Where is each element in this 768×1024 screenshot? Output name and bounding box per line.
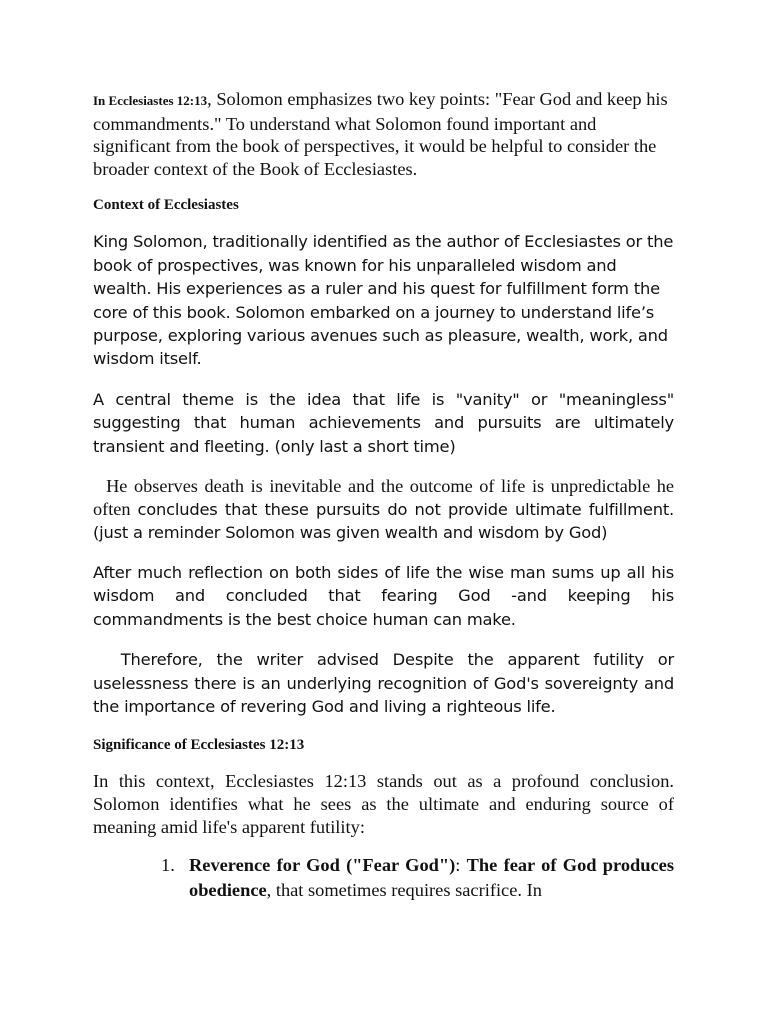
list-item-rest: , that sometimes requires sacrifice. In — [266, 879, 542, 900]
list-item-bold-phrase: The fear of God produces obedience — [189, 855, 674, 900]
list-item — [161, 853, 674, 902]
paragraph-central-theme: A central theme is the idea that life is "vanity" or "meaningless" suggesting that human achievements and pursuits are ultimately transient and fleeting. (only last a short time) — [93, 389, 674, 456]
death-serif-part: He observes death is inevitable and the outcome of life is unpredictable he often — [93, 476, 679, 520]
paragraph-reflection: After much reflection on both sides of life the wise man sums up all his wisdom and concluded that fearing God -and keeping his commandments is the best choice human can make. — [93, 563, 674, 629]
list-item-colon: : — [455, 855, 467, 876]
paragraph-context: In this context, Ecclesiastes 12:13 stands out as a profound conclusion. Solomon identifies what he sees as the ultimate and enduring source of meaning amid life's apparent futility: — [93, 771, 674, 837]
paragraph-king-solomon: King Solomon, traditionally identified as the author of Ecclesiastes or the book of prospectives, was known for his unparalleled wisdom and wealth. His experiences as a ruler and his quest for fulfillment form the core of this book. Solomon embarked on a journey to understand life’s purpose, exploring various avenues such as pleasure, wealth, work, and wisdom itself. — [93, 232, 674, 369]
intro-comma: , — [207, 89, 212, 109]
intro-paragraph — [93, 88, 674, 180]
paragraph-therefore: Therefore, the writer advised Despite the apparent futility or uselessness there is an underlying recognition of God's sovereignty and the importance of revering God and living a righteous life. — [93, 650, 679, 717]
heading-context: Context of Ecclesiastes — [93, 197, 239, 214]
document-page — [93, 88, 679, 902]
list-item-title: Reverence for God ("Fear God") — [189, 855, 456, 876]
paragraph-observes-death — [93, 475, 679, 544]
heading-significance: Significance of Ecclesiastes 12:13 — [93, 737, 305, 754]
intro-text: Solomon emphasizes two key points: "Fear God and keep his commandments." To understand what Solomon found important and significant from the book of perspectives, it would be helpful to consider the broader context of the Book of Ecclesiastes. — [93, 89, 668, 179]
intro-lead: In Ecclesiastes 12:13 — [93, 93, 208, 108]
list-item-number: 1. — [161, 855, 175, 876]
list-item-text — [189, 853, 674, 902]
death-sans-part: concludes that these pursuits do not provide ultimate fulfillment. (just a reminder Solomon was given wealth and wisdom by God) — [93, 500, 674, 543]
